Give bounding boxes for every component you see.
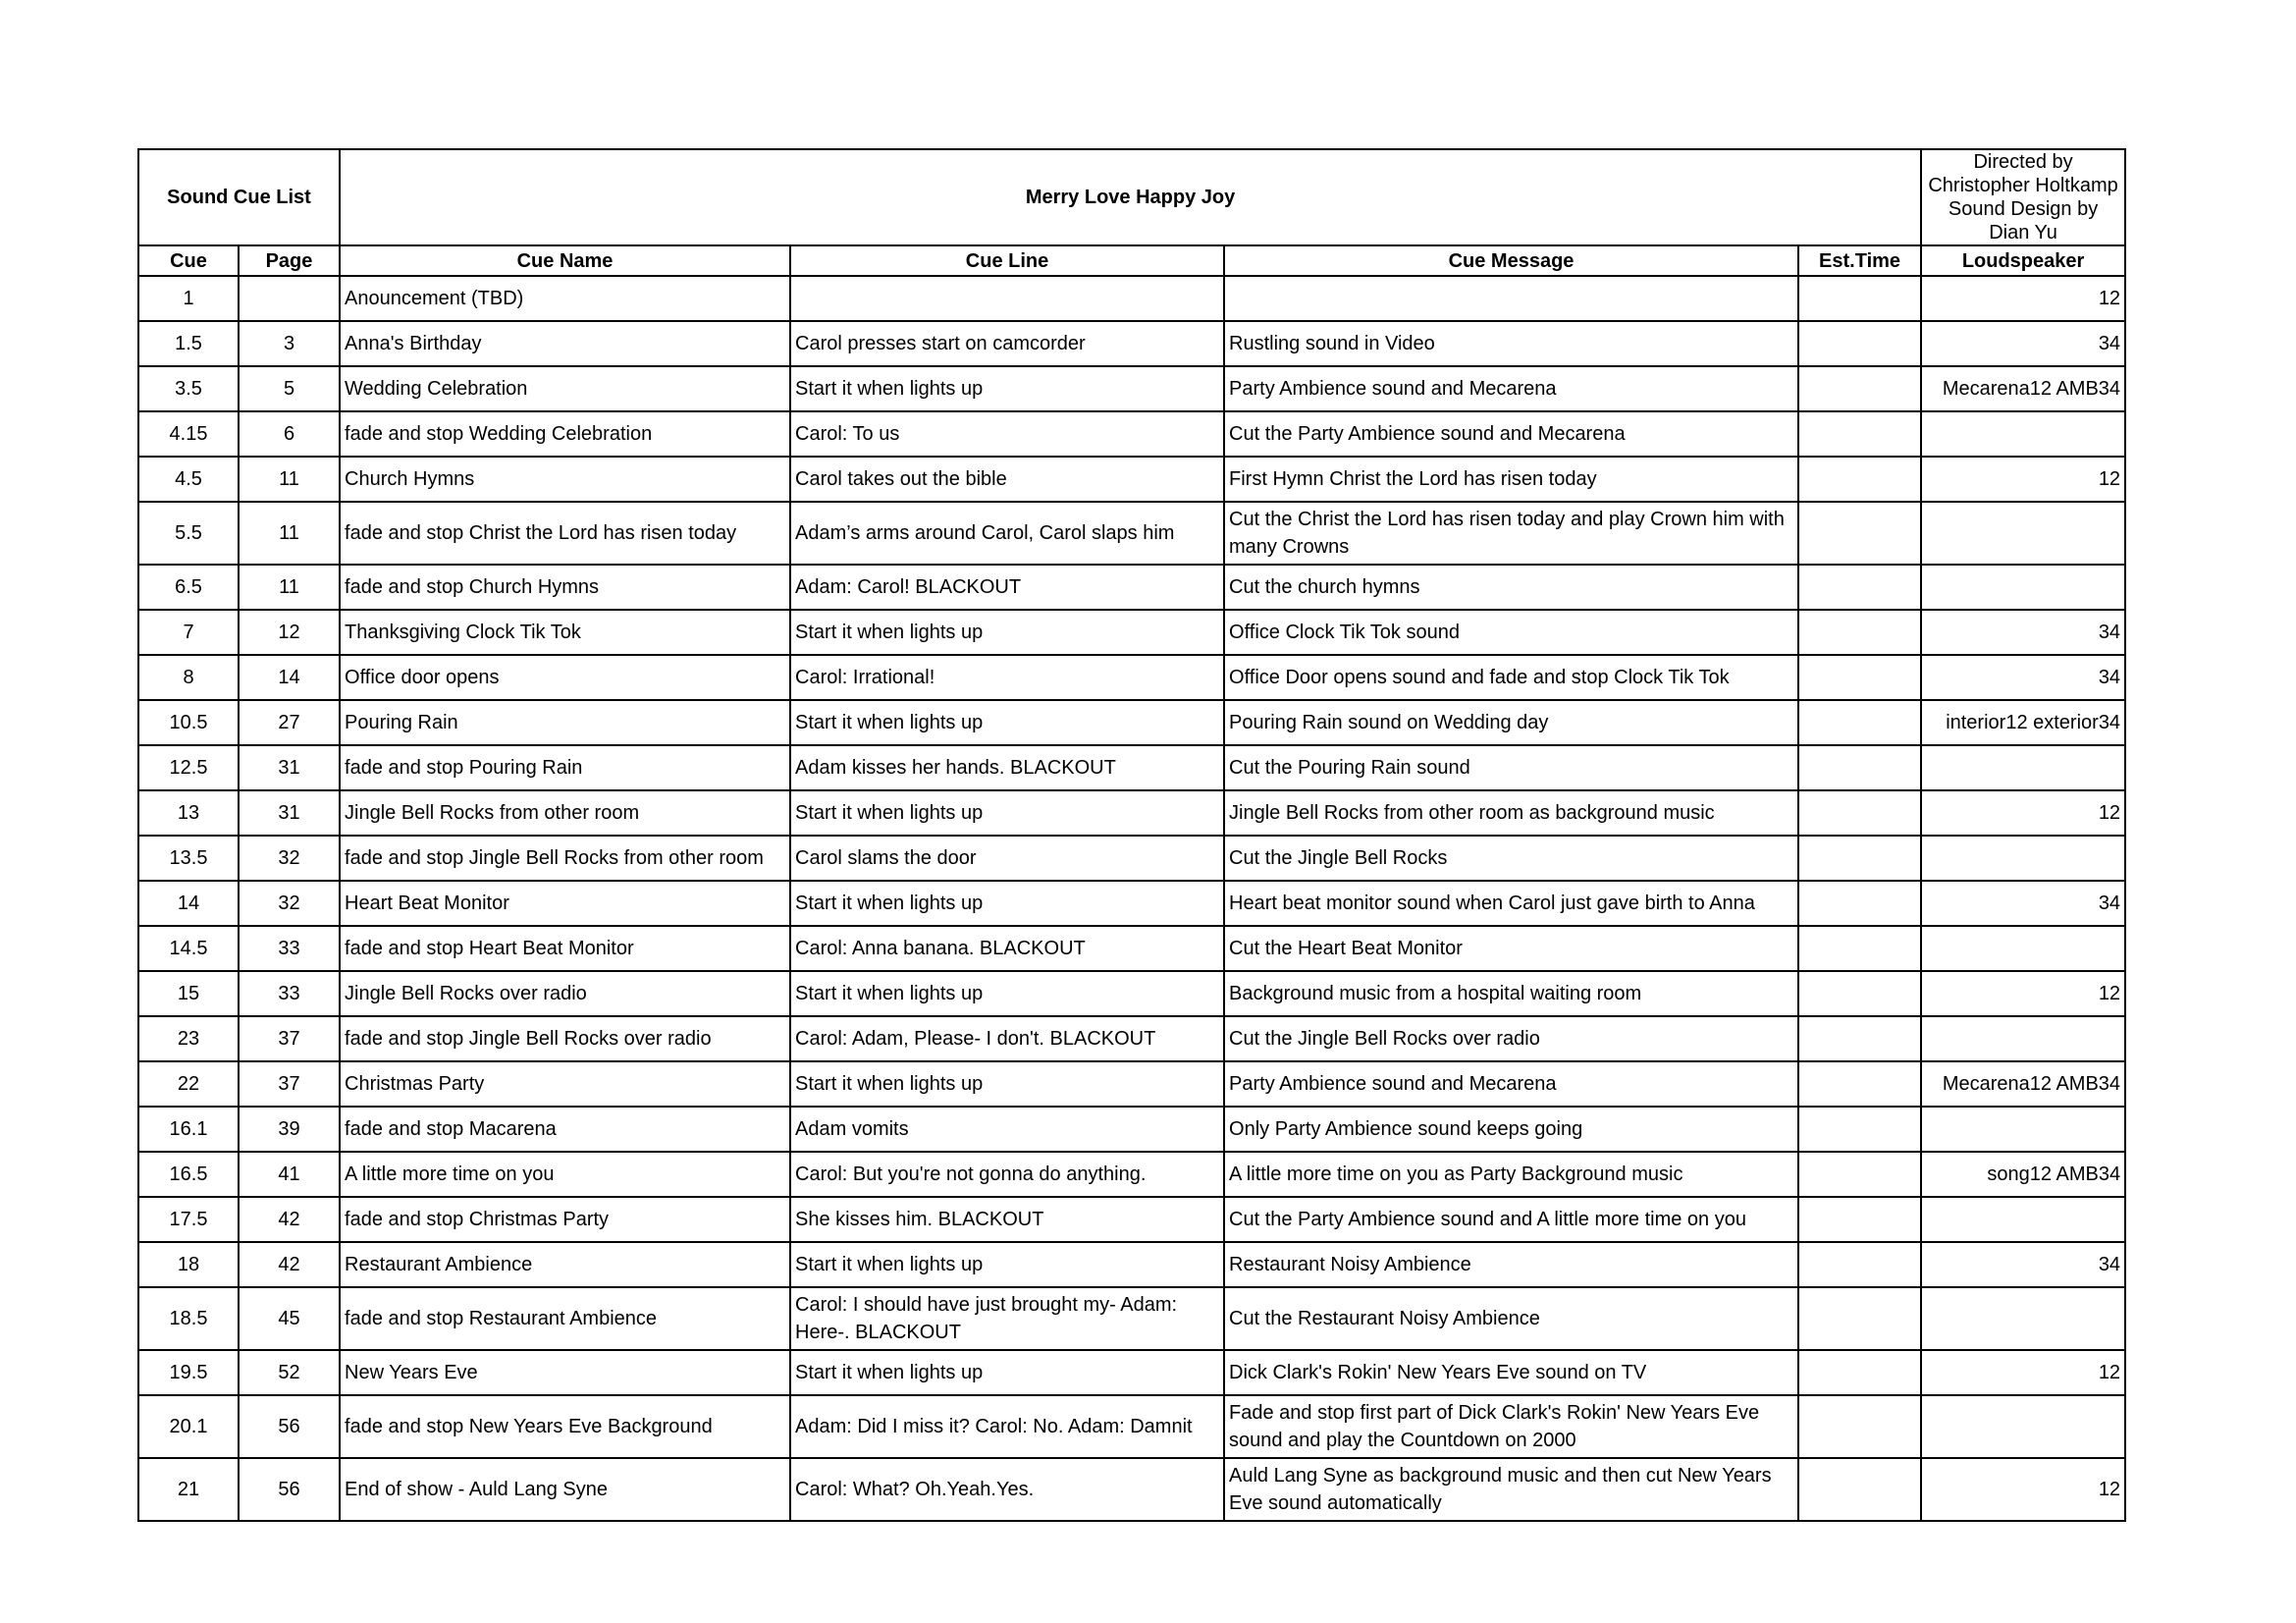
table-row: [138, 1061, 2125, 1107]
table-row: [138, 971, 2125, 1016]
cell-cue: 1.5: [138, 321, 239, 366]
cell-page: [239, 276, 340, 321]
cell-cue-line: Carol: Irrational!: [790, 655, 1224, 700]
cell-cue: 13: [138, 790, 239, 836]
table-row: [138, 276, 2125, 321]
cell-cue: 4.15: [138, 411, 239, 457]
cell-cue: 18: [138, 1242, 239, 1287]
cell-cue-message: Restaurant Noisy Ambience: [1224, 1242, 1798, 1287]
cell-cue: 6.5: [138, 565, 239, 610]
cell-cue-line: Adam: Carol! BLACKOUT: [790, 565, 1224, 610]
cell-page: 14: [239, 655, 340, 700]
cell-cue-name: Christmas Party: [340, 1061, 790, 1107]
table-row: [138, 655, 2125, 700]
cell-page: 32: [239, 881, 340, 926]
title-row: [138, 149, 2125, 245]
cell-est-time: [1798, 700, 1921, 745]
cell-loudspeaker: [1921, 745, 2125, 790]
cell-est-time: [1798, 411, 1921, 457]
cell-cue-line: Start it when lights up: [790, 790, 1224, 836]
cell-loudspeaker: 12: [1921, 1458, 2125, 1521]
cell-page: 39: [239, 1107, 340, 1152]
cell-page: 12: [239, 610, 340, 655]
cell-cue-line: Start it when lights up: [790, 881, 1224, 926]
cell-page: 31: [239, 790, 340, 836]
cell-cue-line: Start it when lights up: [790, 610, 1224, 655]
cell-cue-line: Carol: But you're not gonna do anything.: [790, 1152, 1224, 1197]
table-row: [138, 502, 2125, 565]
cell-cue-message: Cut the Pouring Rain sound: [1224, 745, 1798, 790]
cell-cue-line: Start it when lights up: [790, 1350, 1224, 1395]
cell-cue-line: Carol takes out the bible: [790, 457, 1224, 502]
cell-est-time: [1798, 790, 1921, 836]
cell-page: 11: [239, 565, 340, 610]
cell-cue: 19.5: [138, 1350, 239, 1395]
cell-cue: 18.5: [138, 1287, 239, 1350]
credits: [1921, 149, 2125, 245]
sound-cue-table: [137, 148, 2126, 1522]
table-row: [138, 366, 2125, 411]
cell-cue-line: Carol: Adam, Please- I don't. BLACKOUT: [790, 1016, 1224, 1061]
cell-cue: 14: [138, 881, 239, 926]
table-row: [138, 321, 2125, 366]
cell-cue-message: Cut the Jingle Bell Rocks: [1224, 836, 1798, 881]
table-row: [138, 1242, 2125, 1287]
cell-est-time: [1798, 1061, 1921, 1107]
cell-cue: 4.5: [138, 457, 239, 502]
cell-cue-message: Office Door opens sound and fade and stop Clock Tik Tok: [1224, 655, 1798, 700]
cell-cue-name: Office door opens: [340, 655, 790, 700]
cell-page: 42: [239, 1197, 340, 1242]
cell-est-time: [1798, 457, 1921, 502]
col-header-cue-message: Cue Message: [1224, 245, 1798, 276]
cell-cue-message: Background music from a hospital waiting room: [1224, 971, 1798, 1016]
cell-cue-name: fade and stop New Years Eve Background: [340, 1395, 790, 1458]
cell-cue-message: Cut the Party Ambience sound and A little more time on you: [1224, 1197, 1798, 1242]
cell-cue-message: A little more time on you as Party Background music: [1224, 1152, 1798, 1197]
cell-cue: 1: [138, 276, 239, 321]
cell-cue-line: She kisses him. BLACKOUT: [790, 1197, 1224, 1242]
cell-cue: 23: [138, 1016, 239, 1061]
cell-cue-name: Heart Beat Monitor: [340, 881, 790, 926]
show-title: Merry Love Happy Joy: [340, 149, 1921, 245]
cell-cue-message: Rustling sound in Video: [1224, 321, 1798, 366]
cell-cue-line: Adam: Did I miss it? Carol: No. Adam: Damnit: [790, 1395, 1224, 1458]
cell-loudspeaker: 12: [1921, 276, 2125, 321]
cell-cue-name: fade and stop Jingle Bell Rocks over radio: [340, 1016, 790, 1061]
table-row: [138, 1350, 2125, 1395]
cell-page: 11: [239, 502, 340, 565]
table-row: [138, 1287, 2125, 1350]
cell-cue-name: Restaurant Ambience: [340, 1242, 790, 1287]
cell-cue: 3.5: [138, 366, 239, 411]
cell-est-time: [1798, 745, 1921, 790]
cell-est-time: [1798, 1242, 1921, 1287]
cell-page: 31: [239, 745, 340, 790]
cell-cue-message: Cut the Jingle Bell Rocks over radio: [1224, 1016, 1798, 1061]
cell-page: 42: [239, 1242, 340, 1287]
table-row: [138, 1016, 2125, 1061]
cell-cue-message: Cut the Restaurant Noisy Ambience: [1224, 1287, 1798, 1350]
cell-est-time: [1798, 1458, 1921, 1521]
cell-est-time: [1798, 610, 1921, 655]
cell-cue: 8: [138, 655, 239, 700]
cell-cue-line: Carol: I should have just brought my- Adam: Here-. BLACKOUT: [790, 1287, 1224, 1350]
cell-cue: 20.1: [138, 1395, 239, 1458]
cell-loudspeaker: 34: [1921, 1242, 2125, 1287]
cell-cue-name: Wedding Celebration: [340, 366, 790, 411]
cell-cue-line: Start it when lights up: [790, 366, 1224, 411]
cell-loudspeaker: [1921, 836, 2125, 881]
col-header-cue-name: Cue Name: [340, 245, 790, 276]
cell-cue-name: End of show - Auld Lang Syne: [340, 1458, 790, 1521]
cell-page: 3: [239, 321, 340, 366]
cell-cue-name: fade and stop Macarena: [340, 1107, 790, 1152]
cell-cue: 16.5: [138, 1152, 239, 1197]
cell-page: 52: [239, 1350, 340, 1395]
header-row: [138, 245, 2125, 276]
col-header-loudspeaker: Loudspeaker: [1921, 245, 2125, 276]
cell-est-time: [1798, 926, 1921, 971]
cell-est-time: [1798, 971, 1921, 1016]
cell-cue-message: Cut the Heart Beat Monitor: [1224, 926, 1798, 971]
table-row: [138, 926, 2125, 971]
cell-loudspeaker: [1921, 411, 2125, 457]
cell-page: 41: [239, 1152, 340, 1197]
cell-page: 27: [239, 700, 340, 745]
cell-loudspeaker: interior12 exterior34: [1921, 700, 2125, 745]
cell-cue-message: Party Ambience sound and Mecarena: [1224, 1061, 1798, 1107]
cell-cue-name: Jingle Bell Rocks from other room: [340, 790, 790, 836]
cell-cue-message: Dick Clark's Rokin' New Years Eve sound on TV: [1224, 1350, 1798, 1395]
cell-page: 6: [239, 411, 340, 457]
cell-cue-name: fade and stop Church Hymns: [340, 565, 790, 610]
table-row: [138, 565, 2125, 610]
cell-cue-name: fade and stop Christmas Party: [340, 1197, 790, 1242]
cell-est-time: [1798, 1350, 1921, 1395]
cell-est-time: [1798, 1287, 1921, 1350]
cell-page: 32: [239, 836, 340, 881]
cell-cue-name: A little more time on you: [340, 1152, 790, 1197]
col-header-cue: Cue: [138, 245, 239, 276]
table-row: [138, 610, 2125, 655]
cell-cue-message: Heart beat monitor sound when Carol just gave birth to Anna: [1224, 881, 1798, 926]
col-header-page: Page: [239, 245, 340, 276]
director-credit: Directed by Christopher Holtkamp: [1928, 151, 2118, 196]
cell-loudspeaker: [1921, 1107, 2125, 1152]
cell-page: 56: [239, 1395, 340, 1458]
cell-cue-message: Pouring Rain sound on Wedding day: [1224, 700, 1798, 745]
cell-loudspeaker: 12: [1921, 457, 2125, 502]
cell-loudspeaker: [1921, 1197, 2125, 1242]
cell-cue: 7: [138, 610, 239, 655]
cell-page: 33: [239, 971, 340, 1016]
cell-cue-message: Party Ambience sound and Mecarena: [1224, 366, 1798, 411]
cell-page: 37: [239, 1061, 340, 1107]
cell-cue-name: Thanksgiving Clock Tik Tok: [340, 610, 790, 655]
cell-cue: 15: [138, 971, 239, 1016]
table-row: [138, 1152, 2125, 1197]
cell-cue: 22: [138, 1061, 239, 1107]
cell-loudspeaker: song12 AMB34: [1921, 1152, 2125, 1197]
cell-loudspeaker: 12: [1921, 1350, 2125, 1395]
cell-loudspeaker: [1921, 1395, 2125, 1458]
cell-page: 33: [239, 926, 340, 971]
cell-page: 56: [239, 1458, 340, 1521]
table-row: [138, 790, 2125, 836]
cell-cue-line: [790, 276, 1224, 321]
table-row: [138, 745, 2125, 790]
cell-cue-message: Only Party Ambience sound keeps going: [1224, 1107, 1798, 1152]
cell-cue-line: Start it when lights up: [790, 971, 1224, 1016]
col-header-cue-line: Cue Line: [790, 245, 1224, 276]
cell-cue-line: Carol: To us: [790, 411, 1224, 457]
cell-est-time: [1798, 1197, 1921, 1242]
cell-cue-name: Church Hymns: [340, 457, 790, 502]
cell-cue: 14.5: [138, 926, 239, 971]
table-row: [138, 881, 2125, 926]
cell-est-time: [1798, 1152, 1921, 1197]
cell-cue-name: fade and stop Jingle Bell Rocks from other room: [340, 836, 790, 881]
cell-cue-line: Carol: What? Oh.Yeah.Yes.: [790, 1458, 1224, 1521]
cell-loudspeaker: [1921, 926, 2125, 971]
cell-cue-line: Start it when lights up: [790, 1242, 1224, 1287]
cell-loudspeaker: 34: [1921, 321, 2125, 366]
sound-design-credit: Sound Design by Dian Yu: [1948, 198, 2099, 243]
cell-loudspeaker: 34: [1921, 655, 2125, 700]
cell-cue: 13.5: [138, 836, 239, 881]
cell-cue-message: Auld Lang Syne as background music and then cut New Years Eve sound automatically: [1224, 1458, 1798, 1521]
cell-loudspeaker: Mecarena12 AMB34: [1921, 1061, 2125, 1107]
sheet-label: Sound Cue List: [138, 149, 340, 245]
cell-loudspeaker: 34: [1921, 881, 2125, 926]
table-row: [138, 700, 2125, 745]
cell-cue: 10.5: [138, 700, 239, 745]
table-row: [138, 1197, 2125, 1242]
cell-cue-message: Office Clock Tik Tok sound: [1224, 610, 1798, 655]
cell-page: 5: [239, 366, 340, 411]
table-row: [138, 1395, 2125, 1458]
cell-loudspeaker: Mecarena12 AMB34: [1921, 366, 2125, 411]
cell-cue-line: Carol: Anna banana. BLACKOUT: [790, 926, 1224, 971]
cell-cue-line: Carol slams the door: [790, 836, 1224, 881]
cell-cue-name: Pouring Rain: [340, 700, 790, 745]
cell-cue-message: Cut the Party Ambience sound and Mecarena: [1224, 411, 1798, 457]
cell-est-time: [1798, 1395, 1921, 1458]
cell-cue-message: [1224, 276, 1798, 321]
cell-cue-name: fade and stop Wedding Celebration: [340, 411, 790, 457]
cell-cue-name: fade and stop Heart Beat Monitor: [340, 926, 790, 971]
cell-cue: 5.5: [138, 502, 239, 565]
cell-cue-message: Cut the church hymns: [1224, 565, 1798, 610]
table-row: [138, 411, 2125, 457]
cell-cue-line: Carol presses start on camcorder: [790, 321, 1224, 366]
cell-cue-message: Jingle Bell Rocks from other room as background music: [1224, 790, 1798, 836]
cell-loudspeaker: [1921, 502, 2125, 565]
cell-est-time: [1798, 1016, 1921, 1061]
cell-loudspeaker: 12: [1921, 971, 2125, 1016]
cell-cue-line: Adam vomits: [790, 1107, 1224, 1152]
cell-cue-name: fade and stop Restaurant Ambience: [340, 1287, 790, 1350]
cell-cue-name: fade and stop Pouring Rain: [340, 745, 790, 790]
table-row: [138, 1458, 2125, 1521]
cell-loudspeaker: 12: [1921, 790, 2125, 836]
cell-cue-message: Fade and stop first part of Dick Clark's Rokin' New Years Eve sound and play the Countdown on 2000: [1224, 1395, 1798, 1458]
table-row: [138, 836, 2125, 881]
cell-cue-name: Anouncement (TBD): [340, 276, 790, 321]
cell-cue: 17.5: [138, 1197, 239, 1242]
cell-page: 11: [239, 457, 340, 502]
cell-est-time: [1798, 502, 1921, 565]
cell-cue: 12.5: [138, 745, 239, 790]
cell-page: 45: [239, 1287, 340, 1350]
cell-loudspeaker: [1921, 1287, 2125, 1350]
cell-est-time: [1798, 655, 1921, 700]
cell-cue-line: Start it when lights up: [790, 700, 1224, 745]
cell-est-time: [1798, 836, 1921, 881]
cell-est-time: [1798, 565, 1921, 610]
cell-loudspeaker: [1921, 565, 2125, 610]
cell-est-time: [1798, 276, 1921, 321]
cell-est-time: [1798, 1107, 1921, 1152]
cell-cue-name: fade and stop Christ the Lord has risen today: [340, 502, 790, 565]
cell-cue-name: New Years Eve: [340, 1350, 790, 1395]
col-header-est-time: Est.Time: [1798, 245, 1921, 276]
cell-cue: 16.1: [138, 1107, 239, 1152]
cell-est-time: [1798, 321, 1921, 366]
cell-cue-line: Adam’s arms around Carol, Carol slaps him: [790, 502, 1224, 565]
table-row: [138, 1107, 2125, 1152]
cell-cue: 21: [138, 1458, 239, 1521]
cell-page: 37: [239, 1016, 340, 1061]
cell-est-time: [1798, 366, 1921, 411]
cell-cue-line: Start it when lights up: [790, 1061, 1224, 1107]
cell-cue-message: Cut the Christ the Lord has risen today and play Crown him with many Crowns: [1224, 502, 1798, 565]
cell-loudspeaker: 34: [1921, 610, 2125, 655]
cell-loudspeaker: [1921, 1016, 2125, 1061]
cell-cue-name: Anna's Birthday: [340, 321, 790, 366]
cell-cue-name: Jingle Bell Rocks over radio: [340, 971, 790, 1016]
cell-est-time: [1798, 881, 1921, 926]
cell-cue-line: Adam kisses her hands. BLACKOUT: [790, 745, 1224, 790]
table-row: [138, 457, 2125, 502]
cell-cue-message: First Hymn Christ the Lord has risen today: [1224, 457, 1798, 502]
